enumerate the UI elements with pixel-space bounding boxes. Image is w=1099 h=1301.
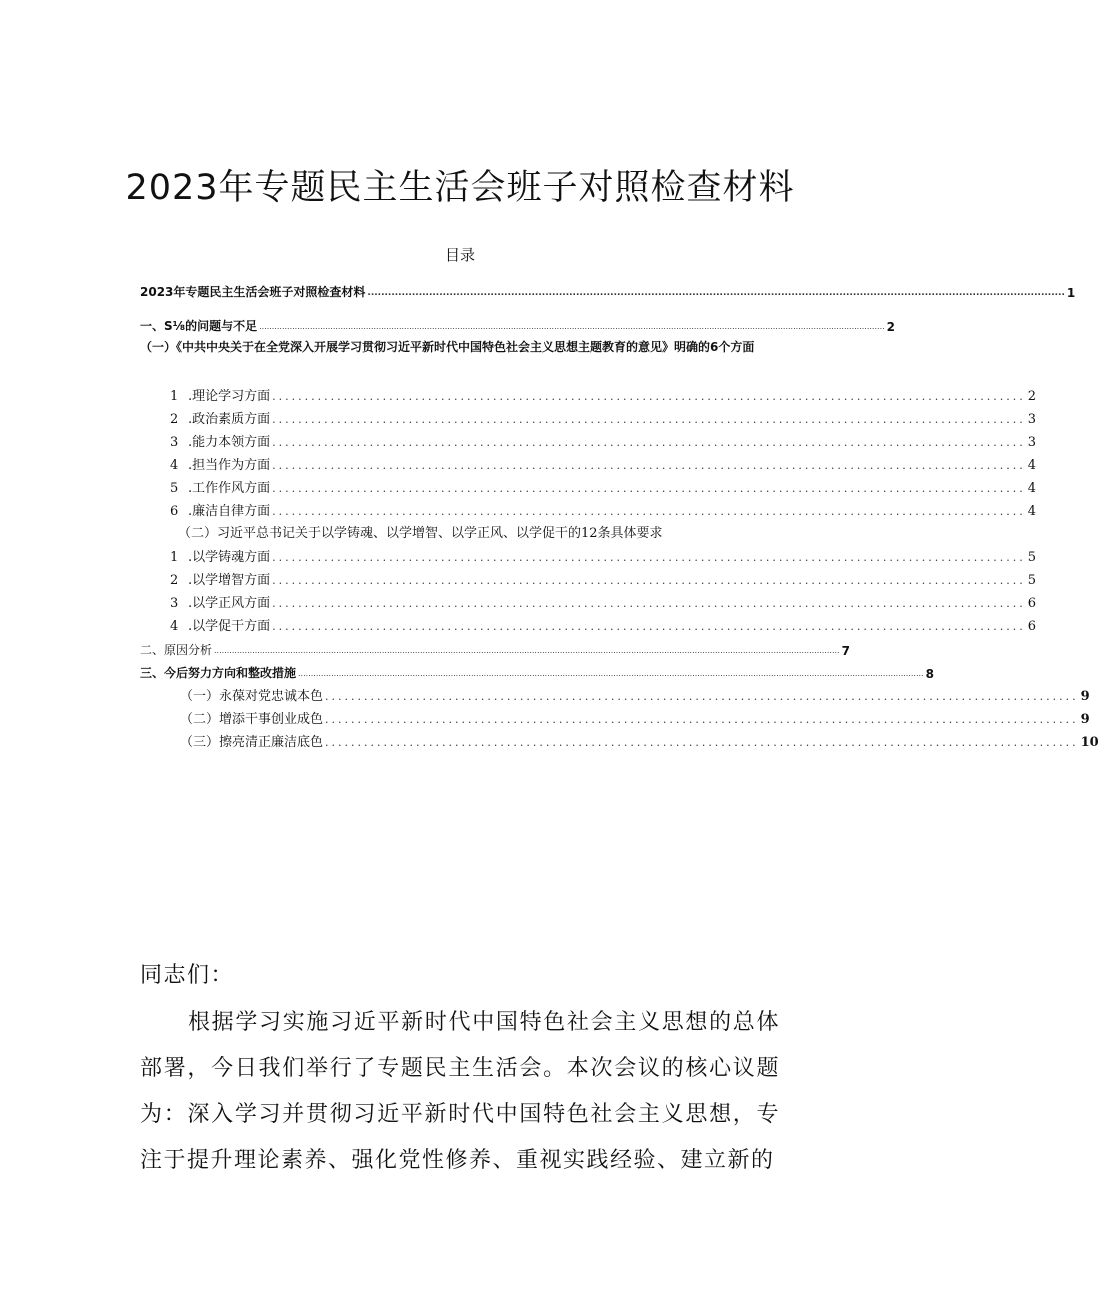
- toc-item-number: 1: [170, 550, 179, 565]
- toc-item-number: 6: [170, 504, 179, 519]
- toc-entry-page: 1: [1066, 286, 1076, 300]
- toc-entry-page: 5: [1027, 550, 1037, 565]
- toc-entry-label: 一、S⅛的问题与不足: [140, 319, 258, 333]
- toc-leader-dots: ............................................................................................................................................................................................................: [367, 288, 1065, 298]
- toc-entry-section1-sub2[interactable]: （二）习近平总书记关于以学铸魂、以学增智、以学正风、以学促干的12条具体要求: [178, 526, 663, 541]
- toc-entry-page: 2: [886, 320, 896, 334]
- toc-entry-label: .以学正风方面: [188, 596, 271, 611]
- toc-item-number: 2: [170, 573, 179, 588]
- toc-entry-section1[interactable]: [140, 314, 896, 334]
- toc-entry-item[interactable]: [170, 476, 1037, 496]
- toc-entry-page: 4: [1027, 504, 1037, 519]
- toc-leader-dots: ....................................................................................................................: [272, 482, 1026, 495]
- toc-item-number: 2: [170, 412, 179, 427]
- toc-entry-item[interactable]: [170, 384, 1037, 404]
- toc-leader-dots: ......................................................................................................................................................................................................................................................: [214, 646, 840, 655]
- toc-entry-label: .以学铸魂方面: [188, 550, 271, 565]
- toc-entry-label: 三、今后努力方向和整改措施: [140, 666, 297, 680]
- toc-entry-label: （一）永葆对党忠诚本色: [180, 689, 324, 704]
- toc-entry-item[interactable]: [170, 407, 1037, 427]
- greeting: 同志们：: [140, 963, 235, 988]
- toc-entry-item[interactable]: [180, 684, 1090, 704]
- toc-entry-page: 3: [1027, 435, 1037, 450]
- toc-entry-label: .工作作风方面: [188, 481, 271, 496]
- toc-item-number: 1: [170, 389, 179, 404]
- toc-leader-dots: ....................................................................................................................: [325, 690, 1079, 703]
- toc-item-number: 3: [170, 596, 179, 611]
- toc-leader-dots: ....................................................................................................................: [325, 713, 1079, 726]
- toc-item-number: 3: [170, 435, 179, 450]
- toc-item-number: 4: [170, 619, 179, 634]
- toc-entry-page: 9: [1080, 689, 1090, 704]
- toc-leader-dots: ....................................................................................................................: [272, 551, 1026, 564]
- toc-entry-item[interactable]: [170, 614, 1037, 634]
- toc-entry-section3[interactable]: [140, 661, 934, 681]
- toc-entry-page: 4: [1027, 481, 1037, 496]
- toc-item-number: 5: [170, 481, 179, 496]
- toc-entry-label: 2023年专题民主生活会班子对照检查材料: [140, 285, 366, 299]
- toc-entry-page: 10: [1080, 735, 1099, 750]
- toc-entry-label: .担当作为方面: [188, 458, 271, 473]
- toc-entry-page: 3: [1027, 412, 1037, 427]
- toc-entry-page: 6: [1027, 619, 1037, 634]
- toc-leader-dots: ....................................................................................................................: [272, 505, 1026, 518]
- toc-entry-label: （二）增添干事创业成色: [180, 712, 324, 727]
- toc-leader-dots: ....................................................................................................................: [272, 574, 1026, 587]
- toc-entry-page: 8: [925, 667, 934, 681]
- toc-leader-dots: ......................................................................................................................................................................................................................................................: [259, 322, 885, 331]
- toc-entry-label: .能力本领方面: [188, 435, 271, 450]
- toc-entry-item[interactable]: [170, 591, 1037, 611]
- toc-leader-dots: ......................................................................................................................................................................................................................................................: [298, 669, 924, 678]
- toc-entry-title[interactable]: [140, 280, 1076, 300]
- body-paragraph: 根据学习实施习近平新时代中国特色社会主义思想的总体部署，今日我们举行了专题民主生活会。本次会议的核心议题为：深入学习并贯彻习近平新时代中国特色社会主义思想，专注于提升理论素养、强化党性修养、重视实践经验、建立新的: [140, 1010, 780, 1173]
- toc-leader-dots: ....................................................................................................................: [272, 620, 1026, 633]
- toc-entry-section1-sub1[interactable]: （一）《中共中央关于在全党深入开展学习贯彻习近平新时代中国特色社会主义思想主题教育的意见》明确的6个方面: [140, 340, 755, 354]
- toc-leader-dots: ....................................................................................................................: [272, 597, 1026, 610]
- toc-leader-dots: ....................................................................................................................: [272, 413, 1026, 426]
- toc-entry-item[interactable]: [180, 707, 1090, 727]
- toc-entry-label: .政治素质方面: [188, 412, 271, 427]
- toc-item-number: 4: [170, 458, 179, 473]
- toc-entry-item[interactable]: [170, 453, 1037, 473]
- toc-heading: 目录: [444, 246, 475, 264]
- toc-entry-page: 6: [1027, 596, 1037, 611]
- toc-entry-page: 4: [1027, 458, 1037, 473]
- toc-leader-dots: ....................................................................................................................: [325, 736, 1079, 749]
- toc-entry-label: .理论学习方面: [188, 389, 271, 404]
- toc-entry-page: 5: [1027, 573, 1037, 588]
- toc-entry-section2[interactable]: [140, 638, 850, 658]
- toc-entry-page: 2: [1027, 389, 1037, 404]
- toc-leader-dots: ....................................................................................................................: [272, 436, 1026, 449]
- toc-entry-page: 9: [1080, 712, 1090, 727]
- toc-entry-item[interactable]: [170, 430, 1037, 450]
- toc-leader-dots: ....................................................................................................................: [272, 390, 1026, 403]
- toc-entry-page: 7: [841, 644, 850, 658]
- toc-entry-label: （三）擦亮清正廉洁底色: [180, 735, 324, 750]
- toc-entry-label: .廉洁自律方面: [188, 504, 271, 519]
- document-title: 2023年专题民主生活会班子对照检查材料: [125, 168, 795, 208]
- toc-entry-item[interactable]: [170, 545, 1037, 565]
- toc-entry-label: 二、原因分析: [140, 643, 213, 657]
- toc-leader-dots: ....................................................................................................................: [272, 459, 1026, 472]
- toc-entry-label: .以学增智方面: [188, 573, 271, 588]
- toc-entry-item[interactable]: [180, 730, 1099, 750]
- toc-entry-item[interactable]: [170, 499, 1037, 519]
- toc-entry-label: .以学促干方面: [188, 619, 271, 634]
- toc-entry-item[interactable]: [170, 568, 1037, 588]
